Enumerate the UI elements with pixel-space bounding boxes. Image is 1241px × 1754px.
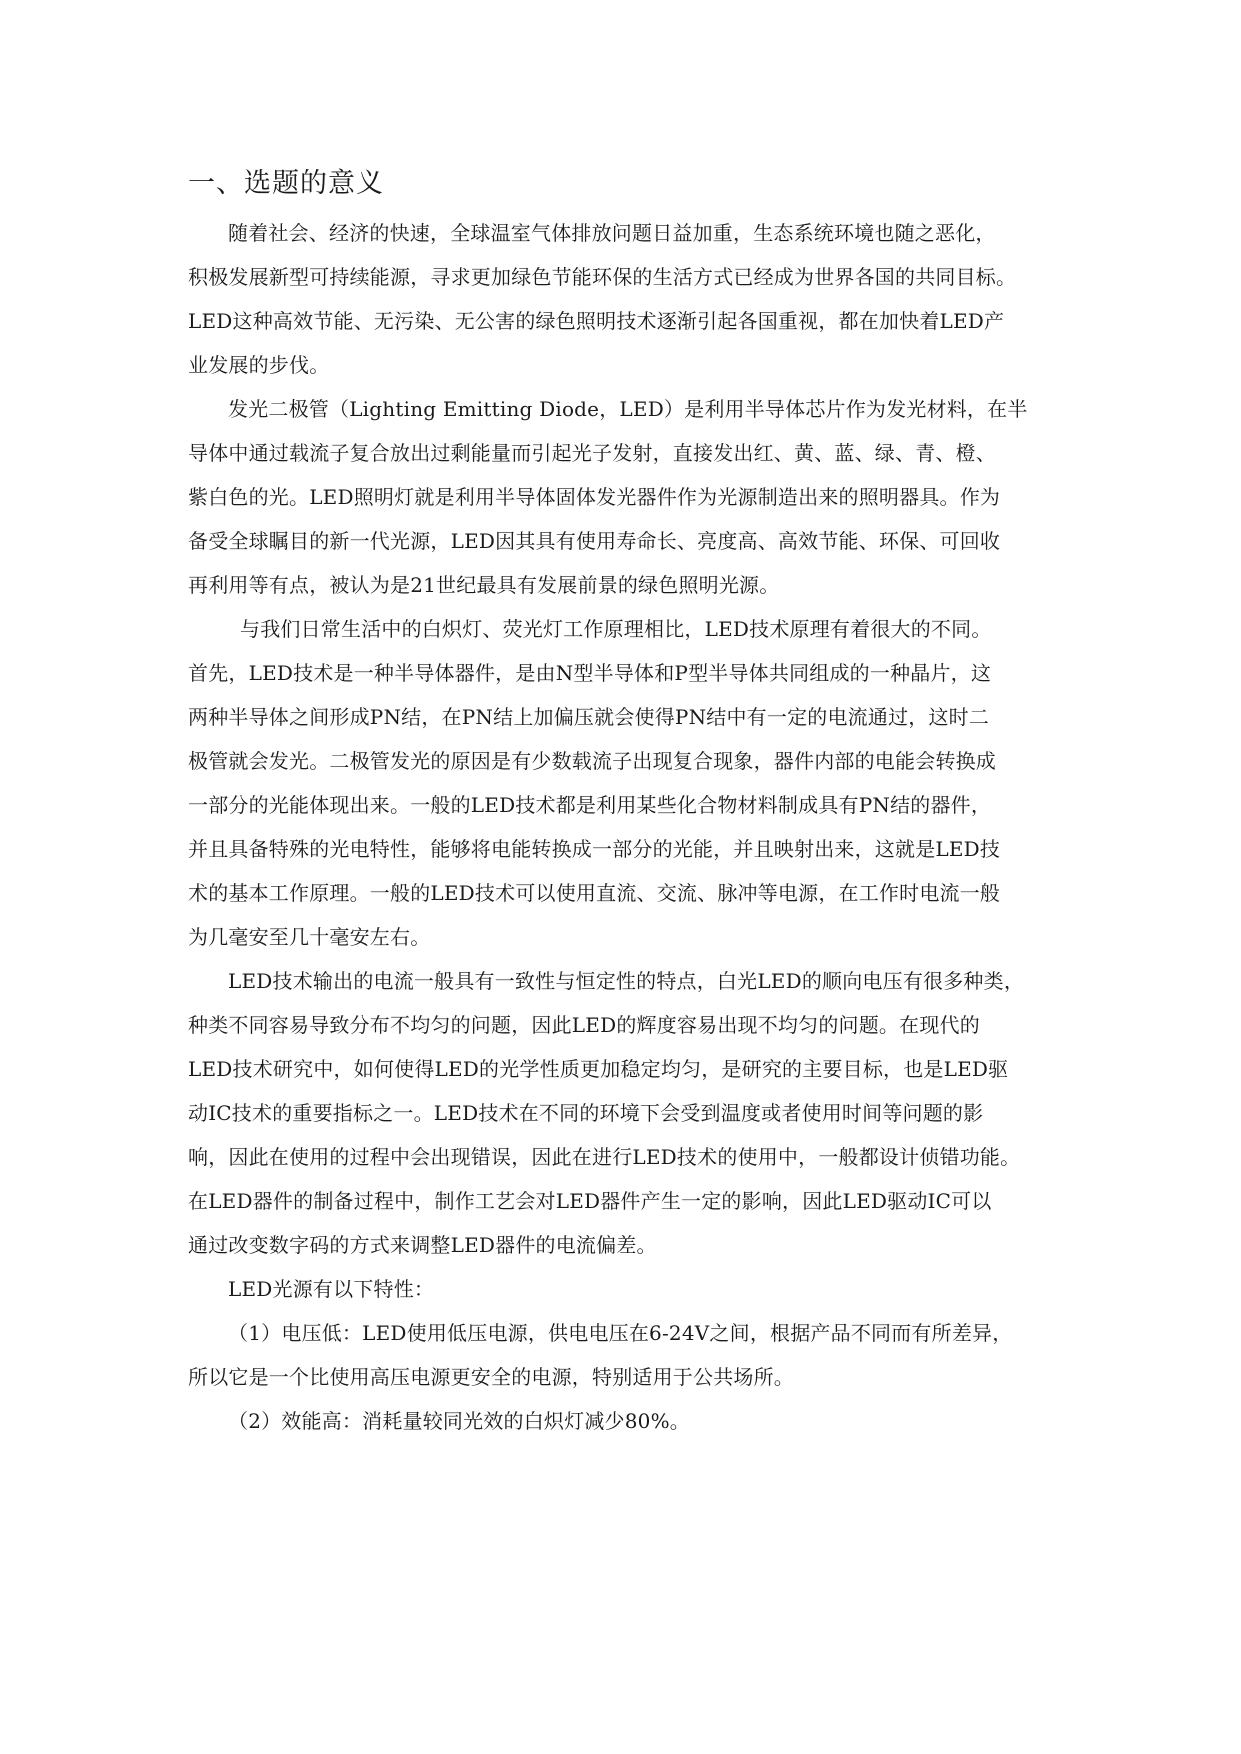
list-item-line: （2）效能高：消耗量较同光效的白炽灯减少80%。 <box>228 1409 690 1433</box>
paragraph-line: 与我们日常生活中的白炽灯、荧光灯工作原理相比，LED技术原理有着很大的不同。 <box>240 617 992 641</box>
paragraph-line: 备受全球瞩目的新一代光源，LED因其具有使用寿命长、亮度高、高效节能、环保、可回收 <box>188 529 1001 553</box>
paragraph-line: 响，因此在使用的过程中会出现错误，因此在进行LED技术的使用中，一般都设计侦错功能。 <box>188 1145 1021 1169</box>
paragraph-line: LED光源有以下特性： <box>228 1277 435 1301</box>
paragraph-line: 极管就会发光。二极管发光的原因是有少数载流子出现复合现象，器件内部的电能会转换成 <box>188 749 996 773</box>
paragraph-line: 导体中通过载流子复合放出过剩能量而引起光子发射，直接发出红、黄、蓝、绿、青、橙、 <box>188 441 996 465</box>
paragraph-line: 积极发展新型可持续能源，寻求更加绿色节能环保的生活方式已经成为世界各国的共同目标。 <box>188 265 1017 289</box>
paragraph-line: LED技术研究中，如何使得LED的光学性质更加稳定均匀，是研究的主要目标，也是LED驱 <box>188 1057 1009 1081</box>
paragraph-line: 动IC技术的重要指标之一。LED技术在不同的环境下会受到温度或者使用时间等问题的影 <box>188 1101 984 1125</box>
paragraph-line: 术的基本工作原理。一般的LED技术可以使用直流、交流、脉冲等电源，在工作时电流一般 <box>188 881 1001 905</box>
paragraph-line: LED这种高效节能、无污染、无公害的绿色照明技术逐渐引起各国重视，都在加快着LED产 <box>188 309 1005 333</box>
paragraph-line: LED技术输出的电流一般具有一致性与恒定性的特点，白光LED的顺向电压有很多种类， <box>228 969 1025 993</box>
paragraph-line: 两种半导体之间形成PN结，在PN结上加偏压就会使得PN结中有一定的电流通过，这时二 <box>188 705 990 729</box>
paragraph-line: 并且具备特殊的光电特性，能够将电能转换成一部分的光能，并且映射出来，这就是LED技 <box>188 837 1001 861</box>
paragraph-line: 为几毫安至几十毫安左右。 <box>188 925 431 949</box>
paragraph-line: 随着社会、经济的快速，全球温室气体排放问题日益加重，生态系统环境也随之恶化， <box>228 221 996 245</box>
paragraph-line: 紫白色的光。LED照明灯就是利用半导体固体发光器件作为光源制造出来的照明器具。作为 <box>188 485 1001 509</box>
paragraph-line: 在LED器件的制备过程中，制作工艺会对LED器件产生一定的影响，因此LED驱动IC可以 <box>188 1189 992 1213</box>
paragraph-line: 种类不同容易导致分布不均匀的问题，因此LED的辉度容易出现不均匀的问题。在现代的 <box>188 1013 980 1037</box>
list-item-line: （1）电压低：LED使用低压电源，供电电压在6-24V之间，根据产品不同而有所差异， <box>228 1321 1013 1345</box>
paragraph-line: 发光二极管（Lighting Emitting Diode，LED）是利用半导体芯片作为发光材料，在半 <box>228 397 1028 421</box>
paragraph-line: 业发展的步伐。 <box>188 353 330 377</box>
paragraph-line: 首先，LED技术是一种半导体器件，是由N型半导体和P型半导体共同组成的一种晶片，这 <box>188 661 992 685</box>
paragraph-line: 再利用等有点，被认为是21世纪最具有发展前景的绿色照明光源。 <box>188 573 780 597</box>
paragraph-line: 通过改变数字码的方式来调整LED器件的电流偏差。 <box>188 1233 657 1257</box>
section-heading: 一、选题的意义 <box>188 168 384 199</box>
paragraph-line: 一部分的光能体现出来。一般的LED技术都是利用某些化合物材料制成具有PN结的器件， <box>188 793 992 817</box>
list-item-line: 所以它是一个比使用高压电源更安全的电源，特别适用于公共场所。 <box>188 1365 794 1389</box>
